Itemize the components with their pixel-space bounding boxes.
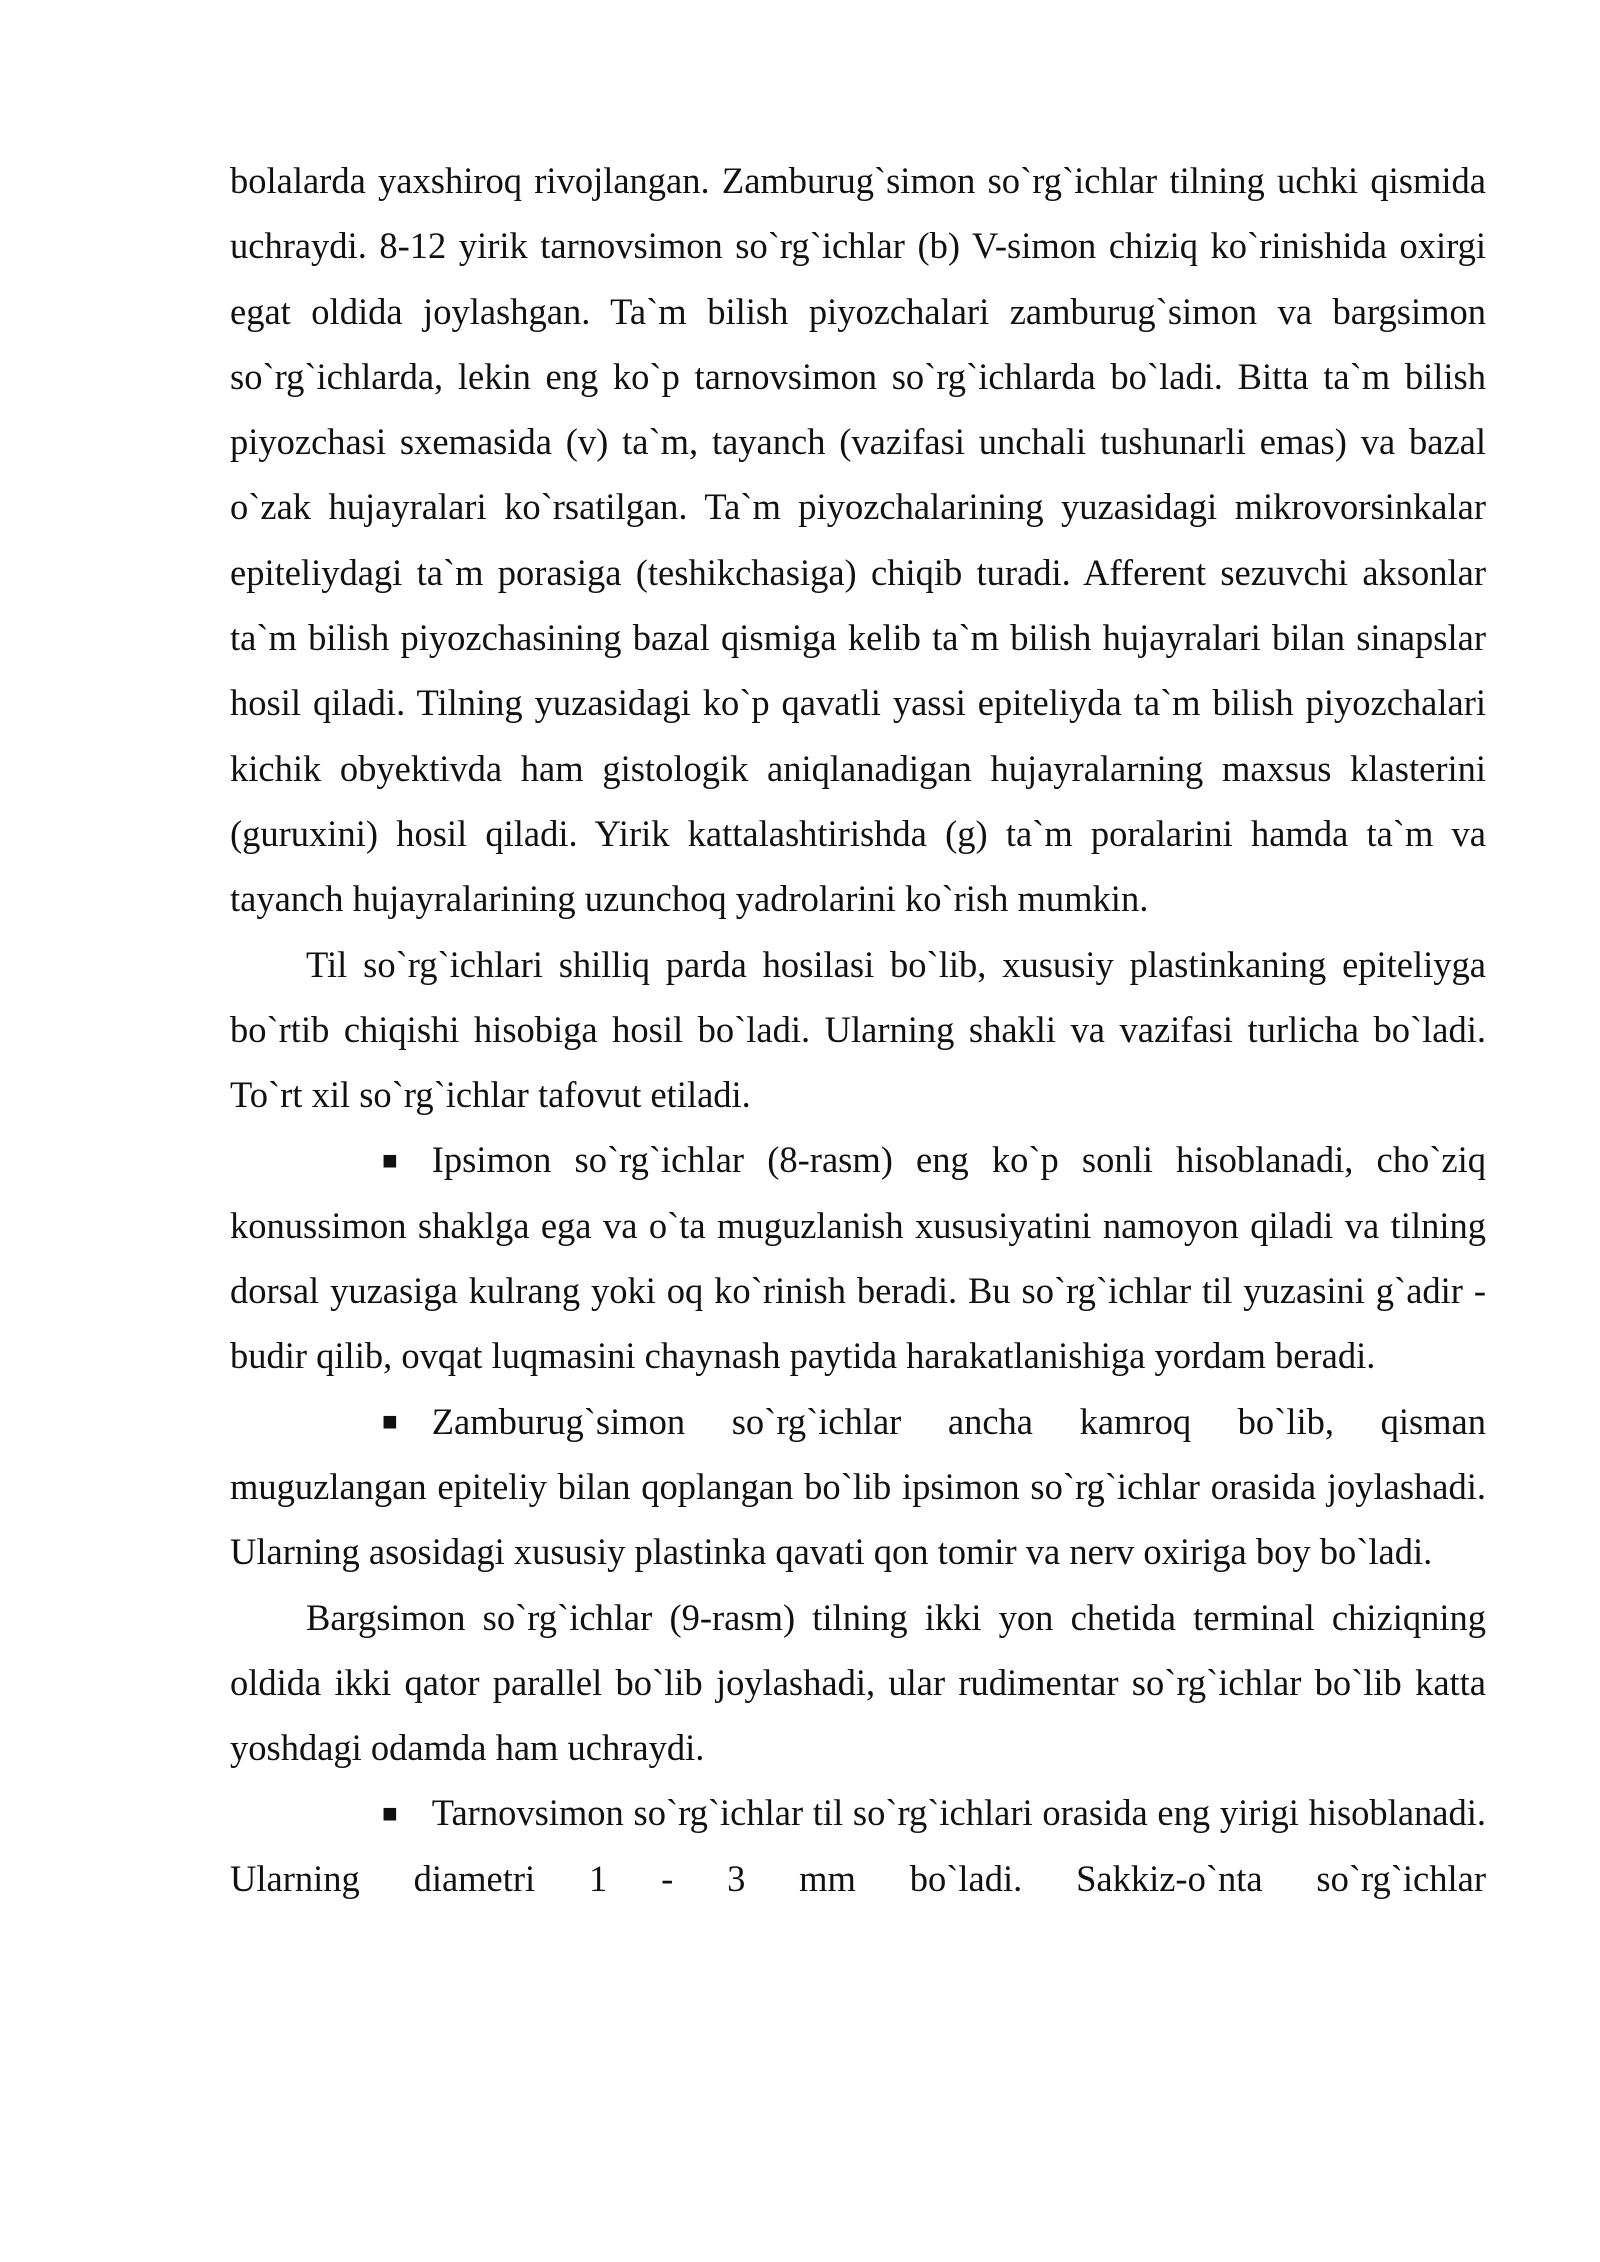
paragraph-text: Bargsimon so`rg`ichlar (9-rasm) tilning ikki yon chetida terminal chiziqning oldida ikki qator parallel bo`lib joylashadi, ular rudimentar so`rg`ichlar bo`lib katta yoshdagi odamda ham uchraydi. xyxy=(230,1596,1486,1769)
paragraph-filiform-papillae xyxy=(230,1127,1486,1388)
bullet-square-icon: ■ xyxy=(382,1407,398,1437)
bullet-square-icon: ■ xyxy=(382,1146,398,1176)
document-page xyxy=(230,148,1486,1911)
bullet-square-icon: ■ xyxy=(382,1799,398,1829)
paragraph-fungiform-papillae xyxy=(230,1389,1486,1585)
paragraph-text: Til so`rg`ichlari shilliq parda hosilasi bo`lib, xususiy plastinkaning epiteliyga bo`rtib chiqishi hisobiga hosil bo`ladi. Ularning shakli va vazifasi turlicha bo`ladi. To`rt xil so`rg`ichlar tafovut etiladi. xyxy=(230,943,1486,1116)
paragraph-text: Zamburug`simon so`rg`ichlar ancha kamroq bo`lib, qisman muguzlangan epiteliy bilan qoplangan bo`lib ipsimon so`rg`ichlar orasida joylashadi. Ularning asosidagi xususiy plastinka qavati qon tomir va nerv oxiriga boy bo`ladi. xyxy=(230,1400,1486,1573)
paragraph-text: bolalarda yaxshiroq rivojlangan. Zamburug`simon so`rg`ichlar tilning uchki qismida uchraydi. 8-12 yirik tarnovsimon so`rg`ichlar (b) V-simon chiziq ko`rinishida oxirgi egat oldida joylashgan. Ta`m bilish piyozchalari zamburug`simon va bargsimon so`rg`ichlarda, lekin eng ko`p tarnovsimon so`rg`ichlarda bo`ladi. Bitta ta`m bilish piyozchasi sxemasida (v) ta`m, tayanch (vazifasi unchali tushunarli emas) va bazal o`zak hujayralari ko`rsatilgan. Ta`m piyozchalarining yuzasidagi mikrovorsinkalar epiteliydagi ta`m porasiga (teshikchasiga) chiqib turadi. Afferent sezuvchi aksonlar ta`m bilish piyozchasining bazal qismiga kelib ta`m bilish hujayralari bilan sinapslar hosil qiladi. Tilning yuzasidagi ko`p qavatli yassi epiteliyda ta`m bilish piyozchalari kichik obyektivda ham gistologik aniqlanadigan hujayralarning maxsus klasterini (guruxini) hosil qiladi. Yirik kattalashtirishda (g) ta`m poralarini hamda ta`m va tayanch hujayralarining uzunchoq yadrolarini ko`rish mumkin. xyxy=(230,160,1486,920)
paragraph-vallate-papillae xyxy=(230,1780,1486,1911)
paragraph-papillae-intro xyxy=(230,932,1486,1128)
paragraph-foliate-papillae xyxy=(230,1585,1486,1781)
paragraph-taste-buds xyxy=(230,148,1486,932)
paragraph-text: Ipsimon so`rg`ichlar (8-rasm) eng ko`p sonli hisoblanadi, cho`ziq konussimon shaklga ega va o`ta muguzlanish xususiyatini namoyon qiladi va tilning dorsal yuzasiga kulrang yoki oq ko`rinish beradi. Bu so`rg`ichlar til yuzasini g`adir -budir qilib, ovqat luqmasini chaynash paytida harakatlanishiga yordam beradi. xyxy=(230,1139,1486,1377)
paragraph-text: Tarnovsimon so`rg`ichlar til so`rg`ichlari orasida eng yirigi hisoblanadi. Ularning diametri 1 - 3 mm bo`ladi. Sakkiz-o`nta so`rg`ichlar xyxy=(230,1792,1486,1899)
